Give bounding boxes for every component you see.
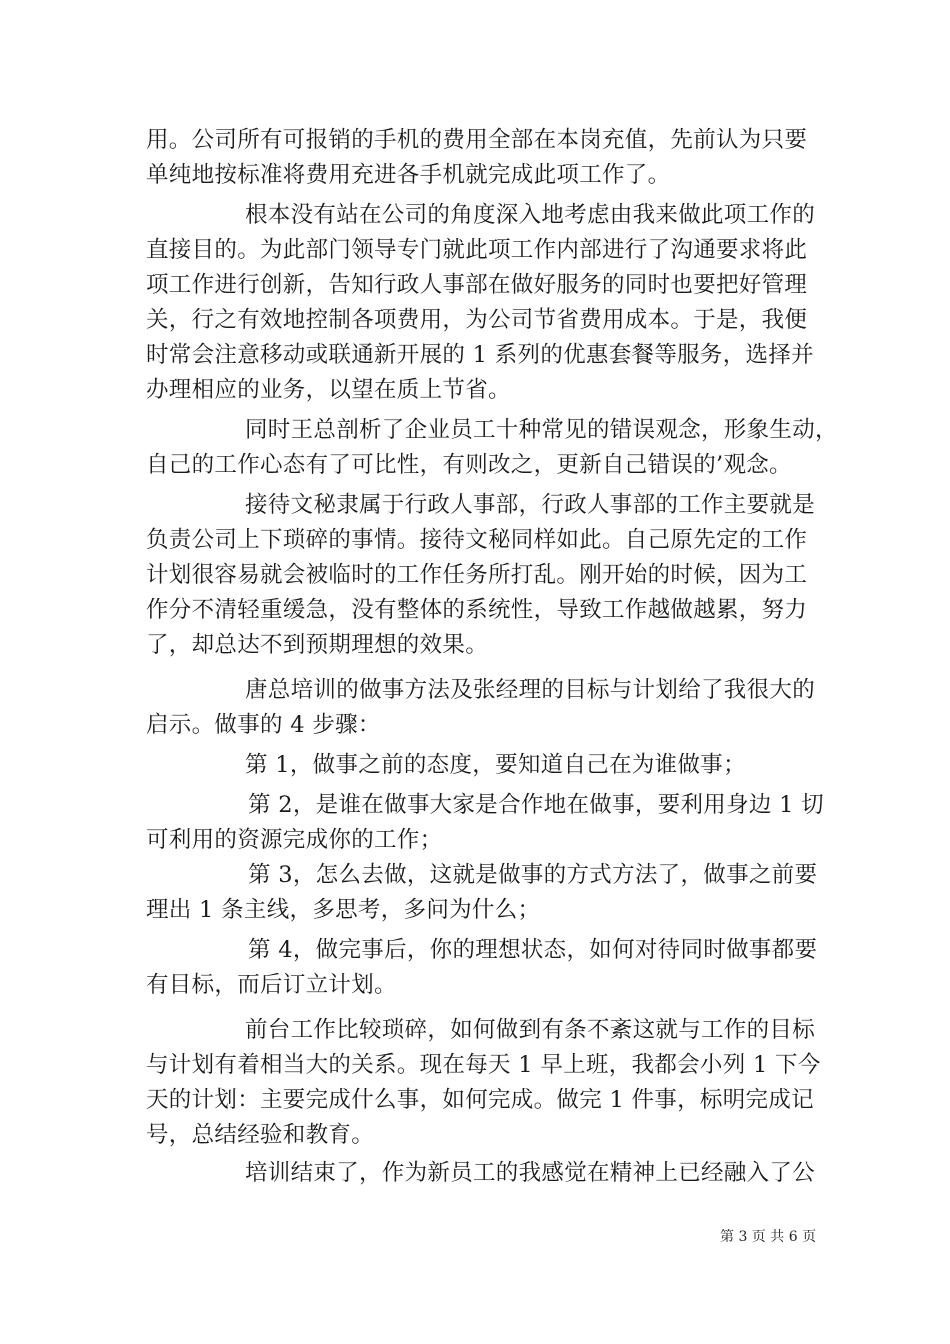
text-line: 同时王总剖析了企业员工十种常见的错误观念，形象生动， [245,417,838,443]
text-line: 单纯地按标准将费用充进各手机就完成此项工作了。 [146,162,671,188]
text-line: 接待文秘隶属于行政人事部，行政人事部的工作主要就是 [245,492,816,518]
text-line: 可利用的资源完成你的工作； [146,827,443,853]
text-line: 了，却总达不到预期理想的效果。 [146,632,489,658]
text-line: 唐总培训的做事方法及张经理的目标与计划给了我很大的 [245,677,816,703]
text-line: 前台工作比较琐碎，如何做到有条不紊这就与工作的目标 [245,1017,816,1043]
text-line: 有目标，而后订立计划。 [146,972,397,998]
text-line: 办理相应的业务，以望在质上节省。 [146,377,511,403]
text-line: 第 4，做完事后，你的理想状态，如何对待同时做事都要 [248,937,818,963]
text-line: 号，总结经验和教育。 [146,1122,375,1148]
text-line: 第 2，是谁在做事大家是合作地在做事，要利用身边 1 切 [248,792,824,818]
text-line: 计划很容易就会被临时的工作任务所打乱。刚开始的时候，因为工 [146,562,808,588]
text-line: 培训结束了，作为新员工的我感觉在精神上已经融入了公 [245,1160,816,1186]
text-line: 项工作进行创新，告知行政人事部在做好服务的同时也要把好管理 [146,272,808,298]
text-line: 与计划有着相当大的关系。现在每天 1 早上班，我都会小列 1 下今 [146,1052,821,1078]
page-number: 第 3 页 共 6 页 [720,1229,817,1245]
text-line: 负责公司上下琐碎的事情。接待文秘同样如此。自己原先定的工作 [146,527,808,553]
text-line: 启示。做事的 4 步骤： [146,712,381,738]
text-line: 直接目的。为此部门领导专门就此项工作内部进行了沟通要求将此 [146,237,808,263]
text-line: 第 3，怎么去做，这就是做事的方式方法了，做事之前要 [248,862,818,888]
text-line: 用。公司所有可报销的手机的费用全部在本岗充值，先前认为只要 [146,127,808,153]
text-line: 时常会注意移动或联通新开展的 1 系列的优惠套餐等服务，选择并 [146,342,814,368]
text-line: 自己的工作心态有了可比性，有则改之，更新自己错误的’观念。 [146,452,792,478]
text-line: 第 1，做事之前的态度，要知道自己在为谁做事； [245,752,746,778]
text-line: 根本没有站在公司的角度深入地考虑由我来做此项工作的 [245,202,816,228]
text-line: 作分不清轻重缓急，没有整体的系统性，导致工作越做越累，努力 [146,597,808,623]
text-line: 天的计划：主要完成什么事，如何完成。做完 1 件事，标明完成记 [146,1087,814,1113]
text-line: 关，行之有效地控制各项费用，为公司节省费用成本。于是，我便 [146,307,808,333]
text-line: 理出 1 条主线，多思考，多问为什么； [146,897,541,923]
